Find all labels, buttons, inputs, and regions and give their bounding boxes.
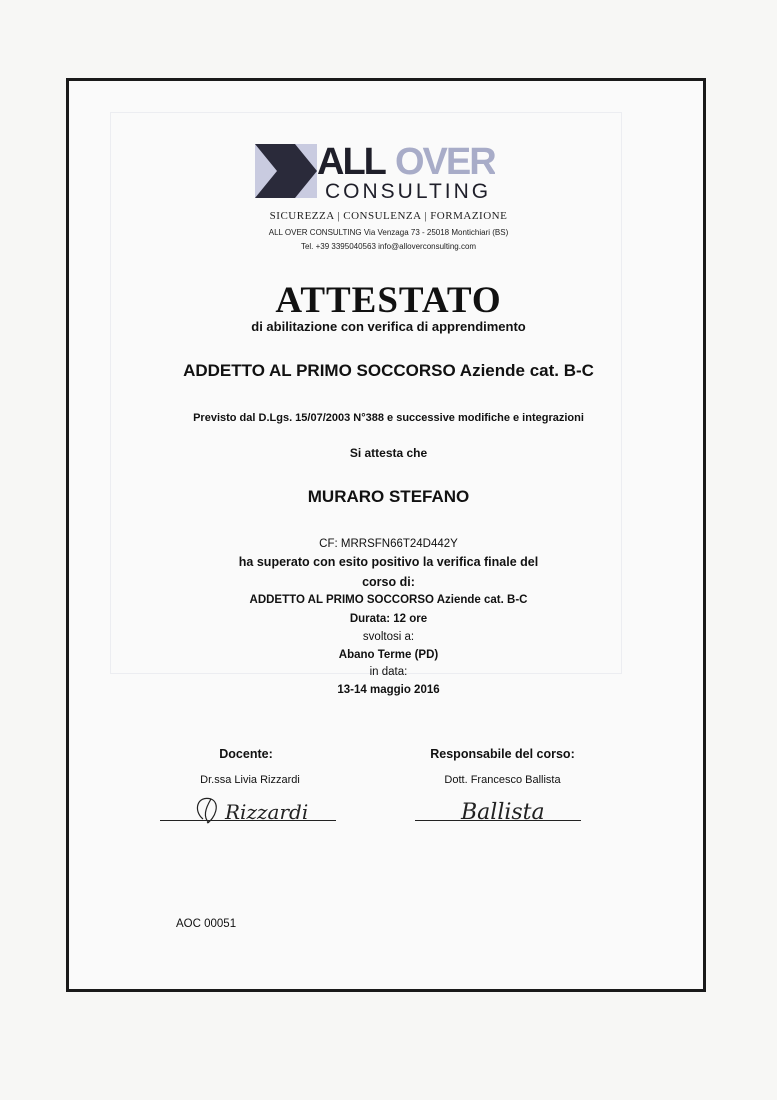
svg-text:Rizzardi: Rizzardi xyxy=(225,800,309,824)
company-logo xyxy=(255,140,495,202)
company-tagline: SICUREZZA | CONSULENZA | FORMAZIONE xyxy=(269,210,508,222)
course-duration: Durata: 12 ore xyxy=(349,613,428,625)
passed-statement-line2: corso di: xyxy=(362,575,415,589)
recipient-name: MURARO STEFANO xyxy=(307,487,470,506)
teacher-label: Docente: xyxy=(219,747,273,761)
logo-text-consulting: CONSULTING xyxy=(325,180,492,202)
teacher-name: Dr.ssa Livia Rizzardi xyxy=(200,774,300,786)
course-name-repeat: ADDETTO AL PRIMO SOCCORSO Aziende cat. B-C xyxy=(249,594,528,606)
course-place: Abano Terme (PD) xyxy=(338,649,439,661)
company-address: ALL OVER CONSULTING Via Venzaga 73 - 25018 Montichiari (BS) xyxy=(268,228,509,237)
course-date: 13-14 maggio 2016 xyxy=(337,684,440,696)
held-label: svoltosi a: xyxy=(362,631,415,643)
attest-statement: Si attesta che xyxy=(349,446,428,460)
date-label: in data: xyxy=(369,666,408,678)
svg-text:Ballista: Ballista xyxy=(461,800,545,825)
logo-text-over: OVER xyxy=(395,141,495,183)
manager-label: Responsabile del corso: xyxy=(430,747,575,761)
manager-signature xyxy=(455,789,575,829)
logo-text-all: ALL xyxy=(317,141,385,183)
company-contact: Tel. +39 3395040563 info@alloverconsulting.com xyxy=(300,242,477,251)
teacher-signature xyxy=(185,789,325,829)
certificate-code: AOC 00051 xyxy=(176,918,237,930)
certificate-title: ATTESTATO xyxy=(275,280,502,321)
teacher-signature-line xyxy=(160,820,336,821)
manager-signature-line xyxy=(415,820,581,821)
course-title: ADDETTO AL PRIMO SOCCORSO Aziende cat. B-C xyxy=(183,361,594,380)
passed-statement-line1: ha superato con esito positivo la verifica finale del xyxy=(238,555,539,569)
manager-name: Dott. Francesco Ballista xyxy=(444,774,561,786)
certificate-subtitle: di abilitazione con verifica di apprendimento xyxy=(251,319,526,334)
law-reference: Previsto dal D.Lgs. 15/07/2003 N°388 e successive modifiche e integrazioni xyxy=(193,412,584,424)
fiscal-code: CF: MRRSFN66T24D442Y xyxy=(319,538,458,550)
